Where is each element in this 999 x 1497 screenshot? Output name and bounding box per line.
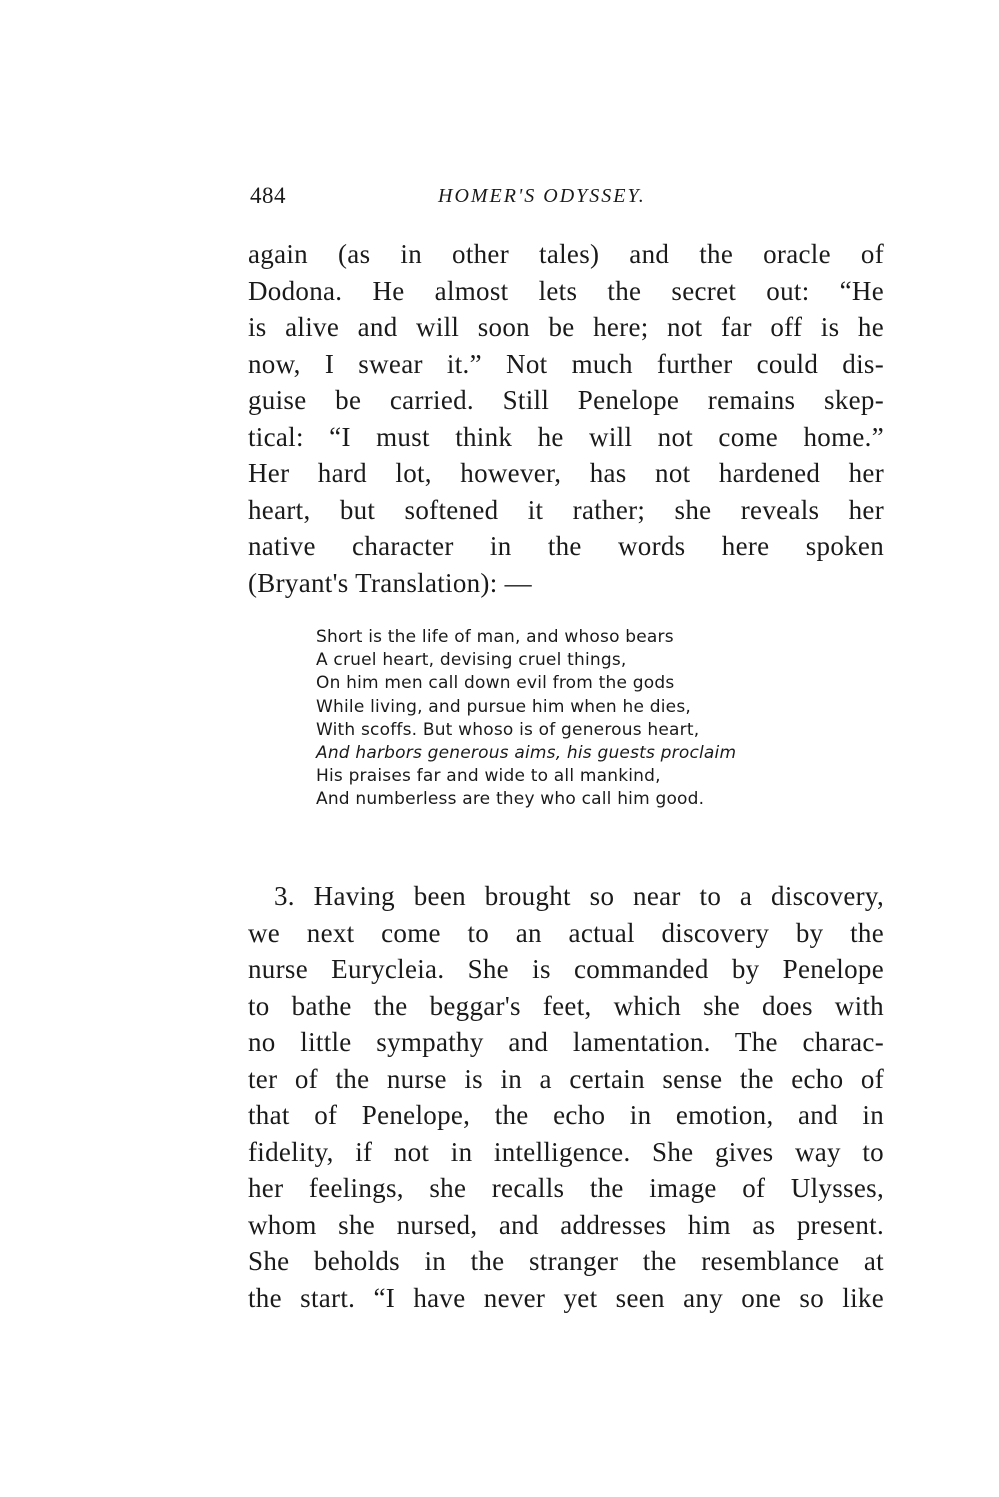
paragraph-1 — [248, 236, 884, 601]
text-line: whom she nursed, and addresses him as present. — [248, 1209, 884, 1240]
text-line: Dodona. He almost lets the secret out: “He — [248, 275, 884, 306]
text-line: She beholds in the stranger the resemblance at — [248, 1246, 884, 1276]
text-line: the start. “I have never yet seen any one so like — [248, 1282, 884, 1313]
poem-quotation — [316, 626, 856, 812]
paragraph-2 — [248, 878, 884, 1316]
text-line: to bathe the beggar's feet, which she does with — [248, 990, 884, 1021]
text-line: now, I swear it.” Not much further could dis- — [248, 348, 884, 379]
poem-line: His praises far and wide to all mankind, — [316, 766, 661, 787]
text-line: we next come to an actual discovery by the — [248, 917, 884, 948]
text-line: fidelity, if not in intelligence. She gives way to — [248, 1136, 884, 1167]
poem-line: Short is the life of man, and whoso bears — [316, 627, 674, 647]
poem-line: A cruel heart, devising cruel things, — [316, 650, 627, 671]
page-number: 484 — [250, 183, 286, 208]
text-line: native character in the words here spoken — [248, 531, 884, 561]
poem-line: With scoffs. But whoso is of generous heart, — [316, 719, 700, 740]
text-line: again (as in other tales) and the oracle of — [248, 239, 884, 269]
text-line: that of Penelope, the echo in emotion, and in — [248, 1100, 884, 1130]
poem-line: On him men call down evil from the gods — [316, 673, 675, 694]
text-line: heart, but softened it rather; she reveals her — [248, 494, 884, 525]
poem-line: And numberless are they who call him good. — [316, 789, 705, 810]
text-line: (Bryant's Translation): — — [248, 567, 532, 598]
poem-line: While living, and pursue him when he dies, — [316, 696, 691, 717]
poem-line: And harbors generous aims, his guests proclaim — [316, 742, 737, 763]
text-line: is alive and will soon be here; not far off is he — [248, 312, 884, 342]
running-title: HOMER'S ODYSSEY. — [438, 185, 646, 207]
text-line: her feelings, she recalls the image of Ulysses, — [248, 1173, 884, 1203]
text-line: no little sympathy and lamentation. The charac- — [248, 1027, 884, 1057]
page-header — [248, 183, 884, 213]
text-line: 3. Having been brought so near to a discovery, — [274, 881, 884, 911]
text-line: tical: “I must think he will not come home.” — [248, 421, 884, 452]
text-line: Her hard lot, however, has not hardened her — [248, 458, 884, 488]
text-line: guise be carried. Still Penelope remains skep- — [248, 385, 884, 415]
text-line: nurse Eurycleia. She is commanded by Penelope — [248, 954, 884, 984]
text-line: ter of the nurse is in a certain sense the echo of — [248, 1063, 884, 1094]
